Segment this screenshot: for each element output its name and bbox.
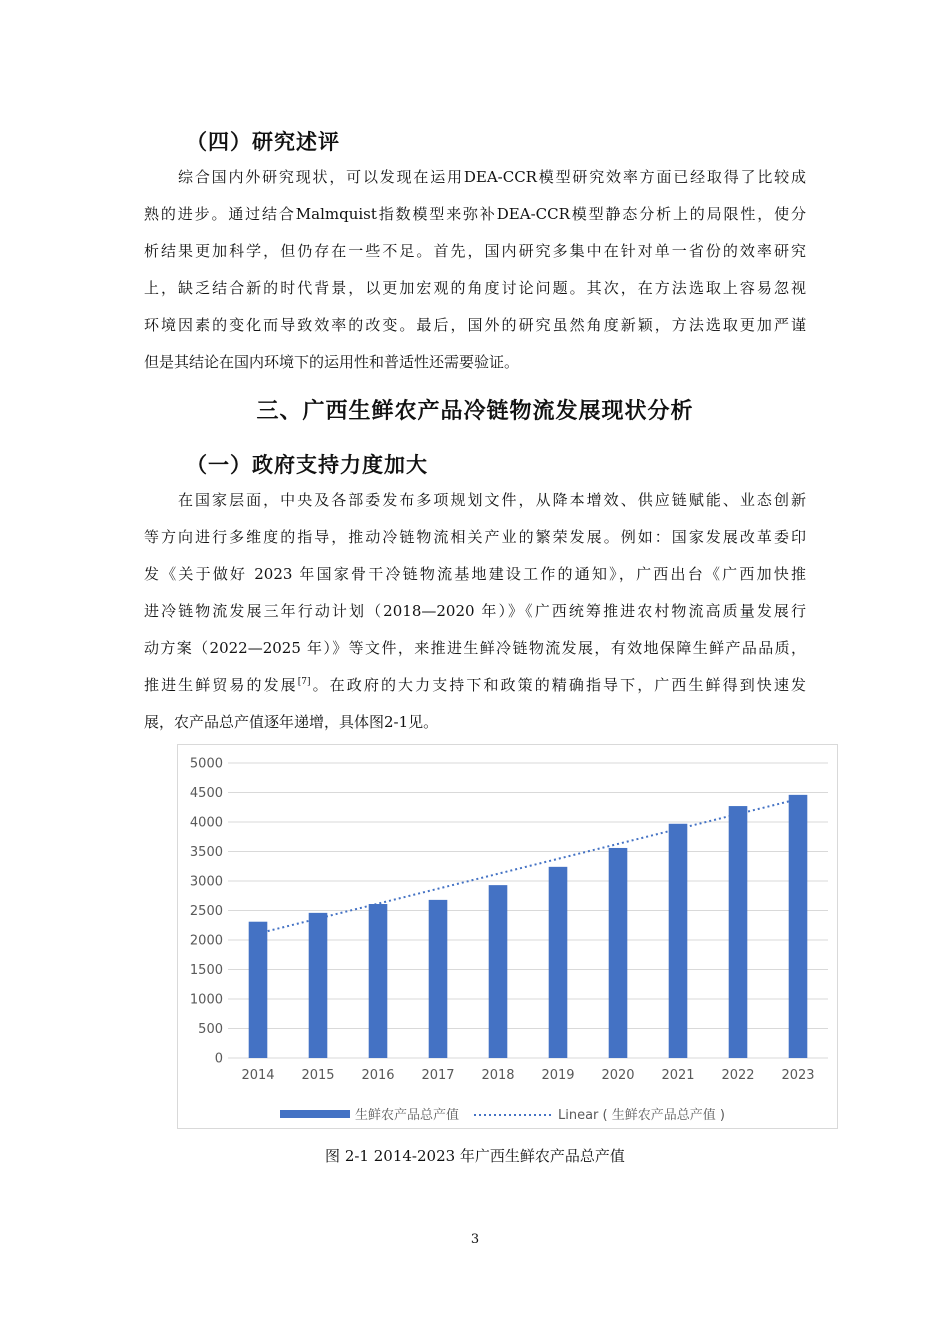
y-tick-label: 0 [214,1051,223,1067]
y-tick-label: 500 [198,1022,223,1037]
y-tick-label: 5000 [189,756,223,772]
support-paragraph [144,482,806,741]
y-tick-label: 1500 [189,963,223,978]
review-paragraph [144,159,806,381]
bar [789,795,808,1058]
chapter-heading: 三、广西生鲜农产品冷链物流发展现状分析 [256,399,694,424]
figure-caption: 图 2-1 2014-2023 年广西生鲜农产品总产值 [325,1147,625,1165]
y-tick-label: 3000 [189,874,223,890]
bar [309,913,328,1058]
legend-swatch-bar [280,1110,350,1118]
text-line: 动方案（2022—2025 年）》等文件，来推进生鲜冷链物流发展，有效地保障生鲜产品品质， [144,639,806,657]
legend-label-trend: Linear ( 生鲜农产品总产值 ) [558,1108,725,1123]
y-tick-label: 4000 [189,815,223,831]
citation-ref: [7] [297,677,311,687]
page-number: 3 [470,1232,480,1247]
text-line: 但是其结论在国内环境下的运用性和普适性还需要验证。 [144,353,520,371]
x-tick-label: 2017 [421,1068,455,1083]
text-line: 在国家层面，中央及各部委发布多项规划文件，从降本增效、供应链赋能、业态创新 [178,491,806,509]
text-segment: 。在政府的大力支持下和政策的精确指导下，广西生鲜得到快速发 [310,676,806,694]
trendline [258,799,798,933]
text-line: 等方向进行多维度的指导，推动冷链物流相关产业的繁荣发展。例如：国家发展改革委印 [144,528,806,546]
bar [549,867,568,1058]
text-line: 展，农产品总产值逐年递增，具体图2-1见。 [144,713,439,731]
text-line: 环境因素的变化而导致效率的改变。最后，国外的研究虽然角度新颖，方法选取更加严谨 [144,316,806,334]
text-line: 析结果更加科学，但仍存在一些不足。首先，国内研究多集中在针对单一省份的效率研究 [144,242,806,260]
bar-chart-svg [178,745,839,1130]
section-heading-review: （四）研究述评 [186,130,340,154]
text-line: 进冷链物流发展三年行动计划（2018—2020 年）》《广西统筹推进农村物流高质量发展行 [144,602,806,620]
bar [489,885,508,1058]
text-line: 上，缺乏结合新的时代背景，以更加宏观的角度讨论问题。其次，在方法选取上容易忽视 [144,279,806,297]
y-tick-label: 4500 [189,786,223,801]
section-heading-government-support: （一）政府支持力度加大 [186,453,428,477]
bar [729,806,748,1058]
x-tick-label: 2021 [661,1068,695,1083]
x-tick-label: 2014 [241,1068,275,1083]
y-tick-label: 3500 [189,845,223,860]
y-tick-label: 2500 [189,904,223,919]
bar [429,900,448,1058]
text-line: 综合国内外研究现状，可以发现在运用DEA-CCR模型研究效率方面已经取得了比较成 [178,168,806,186]
x-tick-label: 2018 [481,1068,515,1083]
x-tick-label: 2022 [721,1068,755,1083]
bar-chart [177,744,838,1129]
bar [669,824,688,1058]
text-segment: 推进生鲜贸易的发展 [144,676,298,694]
text-line: 熟的进步。通过结合Malmquist指数模型来弥补DEA-CCR模型静态分析上的局限性，使分 [144,205,806,223]
bar [609,848,628,1058]
x-tick-label: 2016 [361,1068,395,1083]
y-tick-label: 1000 [189,992,223,1008]
bar [249,922,268,1058]
legend-label-series: 生鲜农产品总产值 [355,1108,460,1123]
x-tick-label: 2019 [541,1068,575,1083]
x-tick-label: 2015 [301,1068,335,1083]
x-tick-label: 2020 [601,1068,635,1083]
text-line: 发《关于做好 2023 年国家骨干冷链物流基地建设工作的通知》，广西出台《广西加快推 [144,565,806,583]
text-line [144,667,806,704]
x-tick-label: 2023 [781,1068,815,1083]
y-tick-label: 2000 [189,933,223,949]
bar [369,904,388,1058]
